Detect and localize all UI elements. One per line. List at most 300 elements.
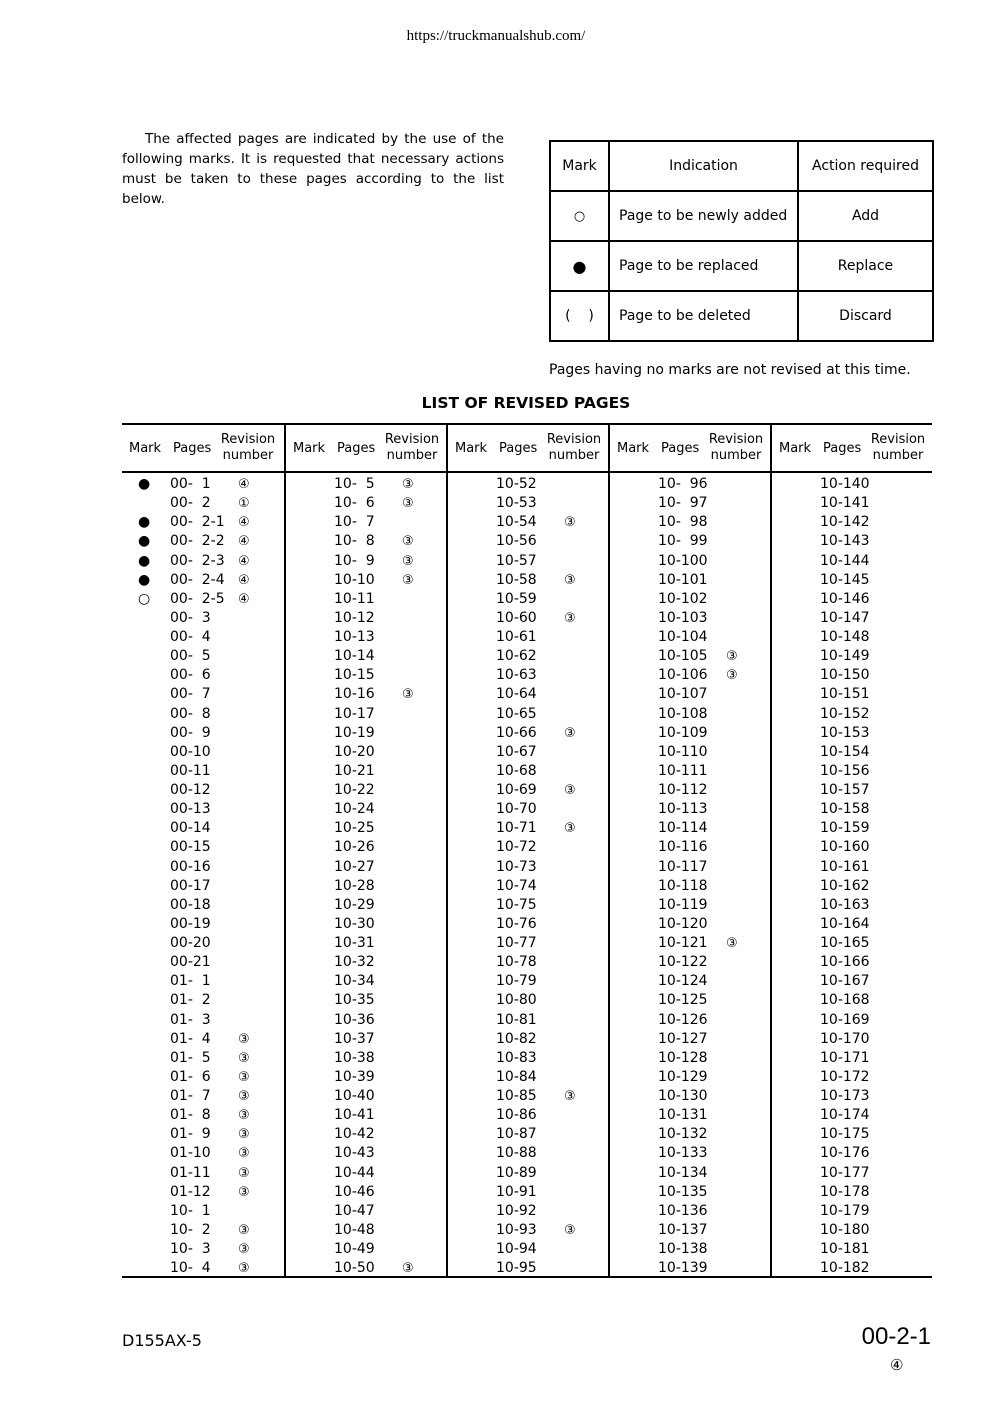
list-item xyxy=(610,877,770,896)
list-item xyxy=(122,590,284,609)
list-item xyxy=(772,762,932,781)
row-revision: ④ xyxy=(238,477,250,492)
indication-text: Page to be deleted xyxy=(609,291,798,341)
list-item xyxy=(772,685,932,704)
page-number: 00-2-1 xyxy=(861,1323,931,1350)
row-page: 00- 4 xyxy=(170,629,211,645)
list-item xyxy=(772,819,932,838)
header-mark: Mark xyxy=(550,141,609,191)
list-item xyxy=(448,762,608,781)
row-page: 10-54 xyxy=(496,514,537,531)
row-page: 10-65 xyxy=(496,705,537,722)
list-item xyxy=(122,609,284,628)
list-item xyxy=(286,666,446,685)
row-page: 10-67 xyxy=(496,743,537,760)
header-revision-line2: number xyxy=(872,448,924,463)
list-item xyxy=(610,896,770,915)
list-item xyxy=(286,1049,446,1068)
list-item xyxy=(122,552,284,571)
list-item xyxy=(772,647,932,666)
row-page: 01- 8 xyxy=(170,1107,211,1124)
row-page: 10-30 xyxy=(334,915,375,932)
revised-pages-list xyxy=(122,423,932,1278)
row-page: 10-73 xyxy=(496,858,537,875)
row-page: 10- 6 xyxy=(334,495,375,512)
list-rows xyxy=(448,475,608,1278)
row-page: 10- 96 xyxy=(658,476,708,492)
row-page: 10-110 xyxy=(658,743,708,760)
list-item xyxy=(448,590,608,609)
row-revision: ③ xyxy=(564,783,576,798)
indication-text: Page to be newly added xyxy=(609,191,798,241)
row-page: 10- 97 xyxy=(658,495,708,512)
row-page: 10-111 xyxy=(658,762,708,779)
row-revision: ④ xyxy=(238,553,250,569)
row-page: 10-63 xyxy=(496,667,537,684)
row-page: 10-61 xyxy=(496,629,537,645)
row-page: 10-112 xyxy=(658,782,708,798)
row-page: 10-83 xyxy=(496,1049,537,1066)
row-page: 00-21 xyxy=(170,954,211,971)
list-item xyxy=(610,1144,770,1163)
list-item xyxy=(448,494,608,513)
header-revision-number xyxy=(220,432,276,464)
row-page: 10-122 xyxy=(658,954,708,971)
list-item xyxy=(772,532,932,551)
row-page: 10-148 xyxy=(820,629,870,645)
list-item xyxy=(286,972,446,991)
row-page: 00- 3 xyxy=(170,609,211,626)
list-item xyxy=(122,896,284,915)
list-item xyxy=(772,1125,932,1144)
source-url[interactable]: https://truckmanualshub.com/ xyxy=(406,28,586,44)
row-revision: ③ xyxy=(402,477,414,492)
row-revision: ③ xyxy=(564,821,576,837)
list-item xyxy=(286,1240,446,1259)
list-item xyxy=(122,1049,284,1068)
list-item xyxy=(448,552,608,571)
list-item xyxy=(448,513,608,532)
row-page: 10-89 xyxy=(496,1164,537,1181)
list-item xyxy=(610,628,770,647)
row-page: 00-16 xyxy=(170,858,211,875)
row-mark: ● xyxy=(138,552,151,569)
list-item xyxy=(772,724,932,743)
list-item xyxy=(286,1125,446,1144)
row-page: 10-71 xyxy=(496,820,537,837)
row-page: 10-95 xyxy=(496,1260,537,1277)
list-item xyxy=(772,858,932,877)
header-revision-line1: Revision xyxy=(220,432,276,447)
list-column-4 xyxy=(608,425,770,1276)
list-item xyxy=(122,724,284,743)
list-item xyxy=(772,1259,932,1278)
row-page: 10-170 xyxy=(820,1030,870,1047)
row-page: 10-178 xyxy=(820,1183,870,1200)
list-item xyxy=(610,838,770,857)
list-item xyxy=(772,953,932,972)
header-mark: Mark xyxy=(455,441,488,456)
row-page: 10-80 xyxy=(496,992,537,1009)
row-page: 10-74 xyxy=(496,877,537,894)
list-item xyxy=(122,800,284,819)
list-item xyxy=(448,1030,608,1049)
list-item xyxy=(772,1240,932,1259)
list-item xyxy=(122,934,284,953)
list-item xyxy=(610,571,770,590)
row-revision: ③ xyxy=(402,553,414,569)
row-page: 10-39 xyxy=(334,1068,375,1085)
action-text: Discard xyxy=(798,291,933,341)
row-revision: ④ xyxy=(238,534,250,550)
row-page: 10-84 xyxy=(496,1068,537,1085)
row-page: 10-134 xyxy=(658,1164,708,1181)
row-page: 10-32 xyxy=(334,954,375,971)
list-item xyxy=(122,1068,284,1087)
row-page: 10- 2 xyxy=(170,1221,211,1238)
row-page: 10-168 xyxy=(820,992,870,1009)
row-page: 10-163 xyxy=(820,896,870,913)
header-revision-number xyxy=(870,432,926,464)
row-page: 00-14 xyxy=(170,820,211,837)
row-page: 10-118 xyxy=(658,877,708,894)
row-revision: ③ xyxy=(726,936,738,951)
list-item xyxy=(286,532,446,551)
row-mark: ● xyxy=(138,514,151,531)
row-page: 10-132 xyxy=(658,1126,708,1143)
row-page: 10-53 xyxy=(496,495,537,512)
list-item xyxy=(448,609,608,628)
row-revision: ③ xyxy=(238,1146,250,1162)
list-item xyxy=(772,800,932,819)
row-page: 10-102 xyxy=(658,590,708,607)
row-page: 00-13 xyxy=(170,801,211,818)
row-page: 10-130 xyxy=(658,1088,708,1104)
row-page: 10-42 xyxy=(334,1126,375,1143)
row-page: 00-15 xyxy=(170,839,211,856)
header-revision-line2: number xyxy=(386,448,438,463)
row-revision: ③ xyxy=(564,572,576,588)
row-page: 00- 2-2 xyxy=(170,533,225,550)
row-page: 00- 2-1 xyxy=(170,514,225,531)
list-title: LIST OF REVISED PAGES xyxy=(421,394,631,412)
list-item xyxy=(772,513,932,532)
row-page: 10-87 xyxy=(496,1126,537,1143)
list-item xyxy=(610,532,770,551)
list-item xyxy=(448,1049,608,1068)
header-revision-line1: Revision xyxy=(708,432,764,447)
header-revision-number xyxy=(384,432,440,464)
row-page: 10-81 xyxy=(496,1011,537,1028)
header-mark: Mark xyxy=(293,441,326,456)
list-item xyxy=(610,705,770,724)
list-item xyxy=(772,1164,932,1183)
list-item xyxy=(448,1202,608,1221)
list-column-header xyxy=(772,425,932,473)
list-item xyxy=(122,991,284,1010)
list-item xyxy=(448,953,608,972)
row-page: 10- 5 xyxy=(334,476,375,492)
row-revision: ③ xyxy=(726,668,738,684)
row-page: 10-121 xyxy=(658,935,708,951)
row-page: 10-145 xyxy=(820,571,870,588)
row-revision: ③ xyxy=(564,610,576,626)
row-page: 00- 1 xyxy=(170,476,211,492)
list-item xyxy=(610,475,770,494)
list-item xyxy=(286,934,446,953)
row-page: 10-138 xyxy=(658,1241,708,1257)
row-page: 10-162 xyxy=(820,877,870,894)
row-page: 10-24 xyxy=(334,801,375,818)
header-revision-line1: Revision xyxy=(546,432,602,447)
header-revision-line2: number xyxy=(548,448,600,463)
row-page: 10-104 xyxy=(658,629,708,645)
row-page: 10-181 xyxy=(820,1241,870,1257)
row-page: 10-175 xyxy=(820,1126,870,1143)
row-page: 10-106 xyxy=(658,667,708,684)
list-item xyxy=(286,1087,446,1106)
open-circle-mark: ○ xyxy=(550,191,609,241)
row-page: 10-88 xyxy=(496,1145,537,1162)
list-item xyxy=(286,1030,446,1049)
row-page: 10-37 xyxy=(334,1030,375,1047)
list-item xyxy=(286,609,446,628)
row-page: 10-86 xyxy=(496,1107,537,1124)
row-page: 10-44 xyxy=(334,1164,375,1181)
header-revision-number xyxy=(546,432,602,464)
row-revision: ③ xyxy=(402,1261,414,1277)
row-page: 10-160 xyxy=(820,839,870,856)
row-page: 10-52 xyxy=(496,476,537,492)
row-page: 01-10 xyxy=(170,1145,211,1162)
list-item xyxy=(122,915,284,934)
list-item xyxy=(610,915,770,934)
list-item xyxy=(286,1144,446,1163)
list-column-1 xyxy=(122,425,284,1276)
row-page: 00- 5 xyxy=(170,648,211,665)
list-item xyxy=(286,552,446,571)
row-page: 10-57 xyxy=(496,552,537,569)
row-revision: ③ xyxy=(402,687,414,703)
row-page: 10-125 xyxy=(658,992,708,1009)
row-mark: ● xyxy=(138,533,151,550)
row-page: 10-136 xyxy=(658,1202,708,1219)
row-page: 10-14 xyxy=(334,648,375,665)
list-item xyxy=(448,915,608,934)
page-revision-mark: ④ xyxy=(890,1356,904,1374)
row-revision: ③ xyxy=(726,649,738,665)
list-item xyxy=(286,705,446,724)
list-item xyxy=(610,858,770,877)
list-item xyxy=(610,743,770,762)
row-page: 10-128 xyxy=(658,1049,708,1066)
list-item xyxy=(610,1049,770,1068)
row-page: 10-159 xyxy=(820,820,870,837)
list-item xyxy=(122,858,284,877)
list-item xyxy=(772,475,932,494)
row-page: 10-135 xyxy=(658,1183,708,1200)
row-page: 10-92 xyxy=(496,1202,537,1219)
list-item xyxy=(610,1125,770,1144)
indication-text: Page to be replaced xyxy=(609,241,798,291)
row-page: 10-58 xyxy=(496,571,537,588)
list-item xyxy=(122,838,284,857)
list-item xyxy=(772,571,932,590)
header-mark: Mark xyxy=(617,441,650,456)
row-page: 10-126 xyxy=(658,1011,708,1028)
list-item xyxy=(772,666,932,685)
list-item xyxy=(610,1164,770,1183)
list-item xyxy=(448,571,608,590)
row-mark: ● xyxy=(138,571,151,588)
row-revision: ③ xyxy=(564,725,576,741)
row-page: 10-166 xyxy=(820,954,870,971)
row-page: 10-157 xyxy=(820,782,870,798)
list-item xyxy=(610,819,770,838)
list-item xyxy=(286,647,446,666)
list-item xyxy=(286,800,446,819)
list-item xyxy=(122,1087,284,1106)
list-item xyxy=(448,838,608,857)
row-page: 00- 2-3 xyxy=(170,552,225,569)
list-item xyxy=(610,1240,770,1259)
list-item xyxy=(286,475,446,494)
row-page: 10-59 xyxy=(496,590,537,607)
row-revision: ③ xyxy=(238,1069,250,1085)
list-item xyxy=(286,1068,446,1087)
list-item xyxy=(610,647,770,666)
list-item xyxy=(448,934,608,953)
row-page: 01- 4 xyxy=(170,1030,211,1047)
list-item xyxy=(286,513,446,532)
list-item xyxy=(448,685,608,704)
row-page: 01- 1 xyxy=(170,973,211,990)
row-page: 10-156 xyxy=(820,762,870,779)
list-item xyxy=(122,475,284,494)
list-item xyxy=(610,781,770,800)
row-page: 10-173 xyxy=(820,1088,870,1104)
row-page: 10-48 xyxy=(334,1221,375,1238)
list-item xyxy=(610,552,770,571)
row-revision: ③ xyxy=(402,496,414,512)
row-page: 10-174 xyxy=(820,1107,870,1124)
row-page: 10-69 xyxy=(496,782,537,798)
list-item xyxy=(286,1221,446,1240)
row-page: 10-109 xyxy=(658,724,708,741)
list-item xyxy=(610,1221,770,1240)
list-item xyxy=(448,475,608,494)
list-item xyxy=(448,666,608,685)
row-page: 10-28 xyxy=(334,877,375,894)
row-page: 10-94 xyxy=(496,1241,537,1257)
header-mark: Mark xyxy=(129,441,162,456)
list-item xyxy=(286,781,446,800)
list-item xyxy=(448,1125,608,1144)
list-item xyxy=(448,1164,608,1183)
row-page: 10- 1 xyxy=(170,1202,211,1219)
list-item xyxy=(772,934,932,953)
row-page: 10-38 xyxy=(334,1049,375,1066)
list-item xyxy=(122,1164,284,1183)
list-item xyxy=(772,628,932,647)
row-page: 00- 6 xyxy=(170,667,211,684)
list-item xyxy=(122,685,284,704)
row-page: 10-116 xyxy=(658,839,708,856)
list-item xyxy=(122,513,284,532)
header-revision-line1: Revision xyxy=(384,432,440,447)
list-item xyxy=(122,781,284,800)
row-page: 00-18 xyxy=(170,896,211,913)
row-page: 10-169 xyxy=(820,1011,870,1028)
list-item xyxy=(610,1087,770,1106)
list-item xyxy=(610,494,770,513)
row-page: 10-147 xyxy=(820,609,870,626)
list-item xyxy=(772,991,932,1010)
row-page: 00-20 xyxy=(170,935,211,951)
row-page: 10-50 xyxy=(334,1260,375,1277)
row-page: 10-131 xyxy=(658,1107,708,1124)
row-page: 10-13 xyxy=(334,629,375,645)
row-mark: ○ xyxy=(138,590,151,607)
list-item xyxy=(610,513,770,532)
row-page: 10-35 xyxy=(334,992,375,1009)
list-item xyxy=(772,743,932,762)
row-page: 10-179 xyxy=(820,1202,870,1219)
list-item xyxy=(610,1106,770,1125)
list-item xyxy=(610,762,770,781)
row-page: 10-77 xyxy=(496,935,537,951)
list-item xyxy=(448,1240,608,1259)
list-column-header xyxy=(286,425,446,473)
list-item xyxy=(772,1106,932,1125)
list-item xyxy=(610,1011,770,1030)
list-item xyxy=(448,1011,608,1030)
row-revision: ③ xyxy=(238,1242,250,1257)
row-page: 10-17 xyxy=(334,705,375,722)
list-item xyxy=(448,819,608,838)
row-page: 10-124 xyxy=(658,973,708,990)
row-page: 00-11 xyxy=(170,762,211,779)
list-item xyxy=(448,877,608,896)
row-page: 10-15 xyxy=(334,667,375,684)
row-page: 10-120 xyxy=(658,915,708,932)
row-page: 10-85 xyxy=(496,1088,537,1104)
list-item xyxy=(610,666,770,685)
row-page: 10-153 xyxy=(820,724,870,741)
parentheses-mark: ( ) xyxy=(550,291,609,341)
list-item xyxy=(122,1106,284,1125)
row-page: 10-129 xyxy=(658,1068,708,1085)
list-item xyxy=(610,934,770,953)
list-column-header xyxy=(610,425,770,473)
list-item xyxy=(772,705,932,724)
row-page: 00- 9 xyxy=(170,724,211,741)
row-page: 10-165 xyxy=(820,935,870,951)
list-item xyxy=(286,819,446,838)
row-page: 01- 5 xyxy=(170,1049,211,1066)
row-page: 10-100 xyxy=(658,552,708,569)
row-page: 10-27 xyxy=(334,858,375,875)
list-rows xyxy=(122,475,284,1278)
row-page: 10- 9 xyxy=(334,552,375,569)
list-item xyxy=(286,1202,446,1221)
row-revision: ④ xyxy=(238,591,250,607)
row-revision: ③ xyxy=(238,1108,250,1124)
row-page: 10- 8 xyxy=(334,533,375,550)
row-page: 10-142 xyxy=(820,514,870,531)
row-page: 01- 9 xyxy=(170,1126,211,1143)
list-item xyxy=(448,991,608,1010)
